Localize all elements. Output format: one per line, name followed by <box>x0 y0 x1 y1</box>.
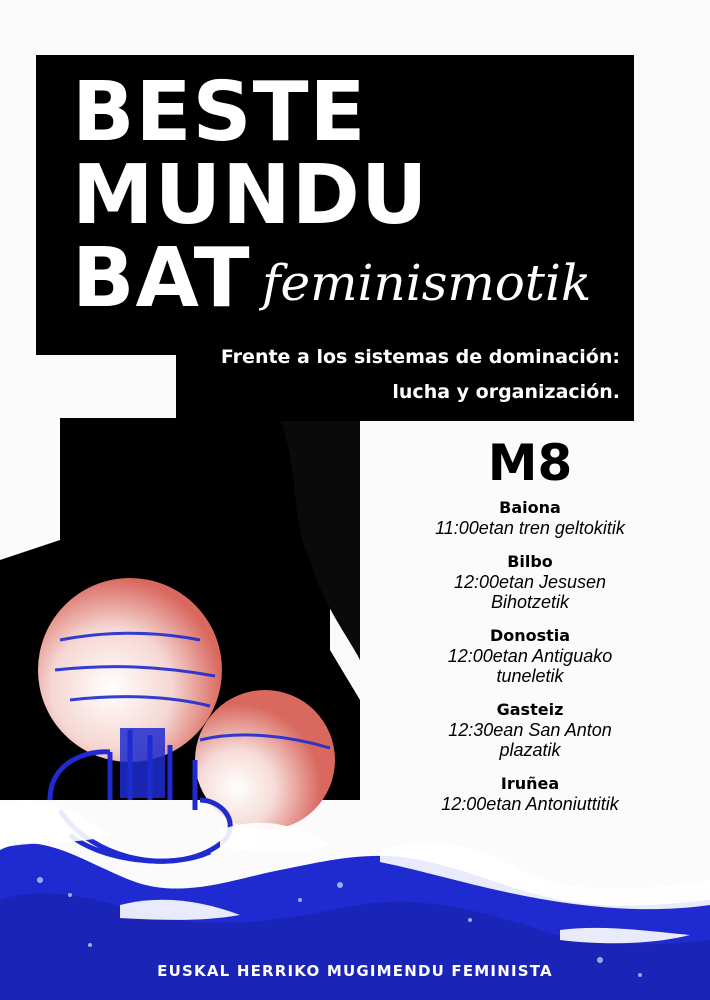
event-item <box>365 498 695 538</box>
event-time-place: 12:30ean San Anton <box>448 720 612 740</box>
subtitle-line-1: Frente a los sistemas de dominación: <box>220 346 620 368</box>
title-line-1: BESTE <box>72 65 367 160</box>
footer-organization: EUSKAL HERRIKO MUGIMENDU FEMINISTA <box>157 962 553 980</box>
event-item <box>365 552 695 612</box>
event-item <box>365 700 695 760</box>
event-city: Gasteiz <box>496 700 564 719</box>
title-line-2: MUNDU <box>72 148 429 243</box>
title-line-3: BAT <box>72 231 251 326</box>
event-time-place: tuneletik <box>496 666 564 686</box>
event-item <box>365 774 695 814</box>
event-city: Iruñea <box>500 774 560 793</box>
event-item <box>365 626 695 686</box>
event-time-place: 11:00etan tren geltokitik <box>435 518 625 538</box>
event-time-place: 12:00etan Antoniuttitik <box>441 794 619 814</box>
subtitle-line-2: lucha y organización. <box>392 381 620 403</box>
event-time-place: 12:00etan Antiguako <box>447 646 613 666</box>
title-script-word: feminismotik <box>262 254 592 312</box>
event-city: Baiona <box>499 498 561 517</box>
event-time-place: 12:00etan Jesusen <box>453 572 607 592</box>
event-time-place: Bihotzetik <box>490 592 570 612</box>
event-city: Bilbo <box>507 552 553 571</box>
event-time-place: plazatik <box>499 740 561 760</box>
sphere-small <box>195 690 335 830</box>
event-list <box>365 498 695 828</box>
event-city: Donostia <box>489 626 571 645</box>
date-label: M8 <box>487 434 573 492</box>
